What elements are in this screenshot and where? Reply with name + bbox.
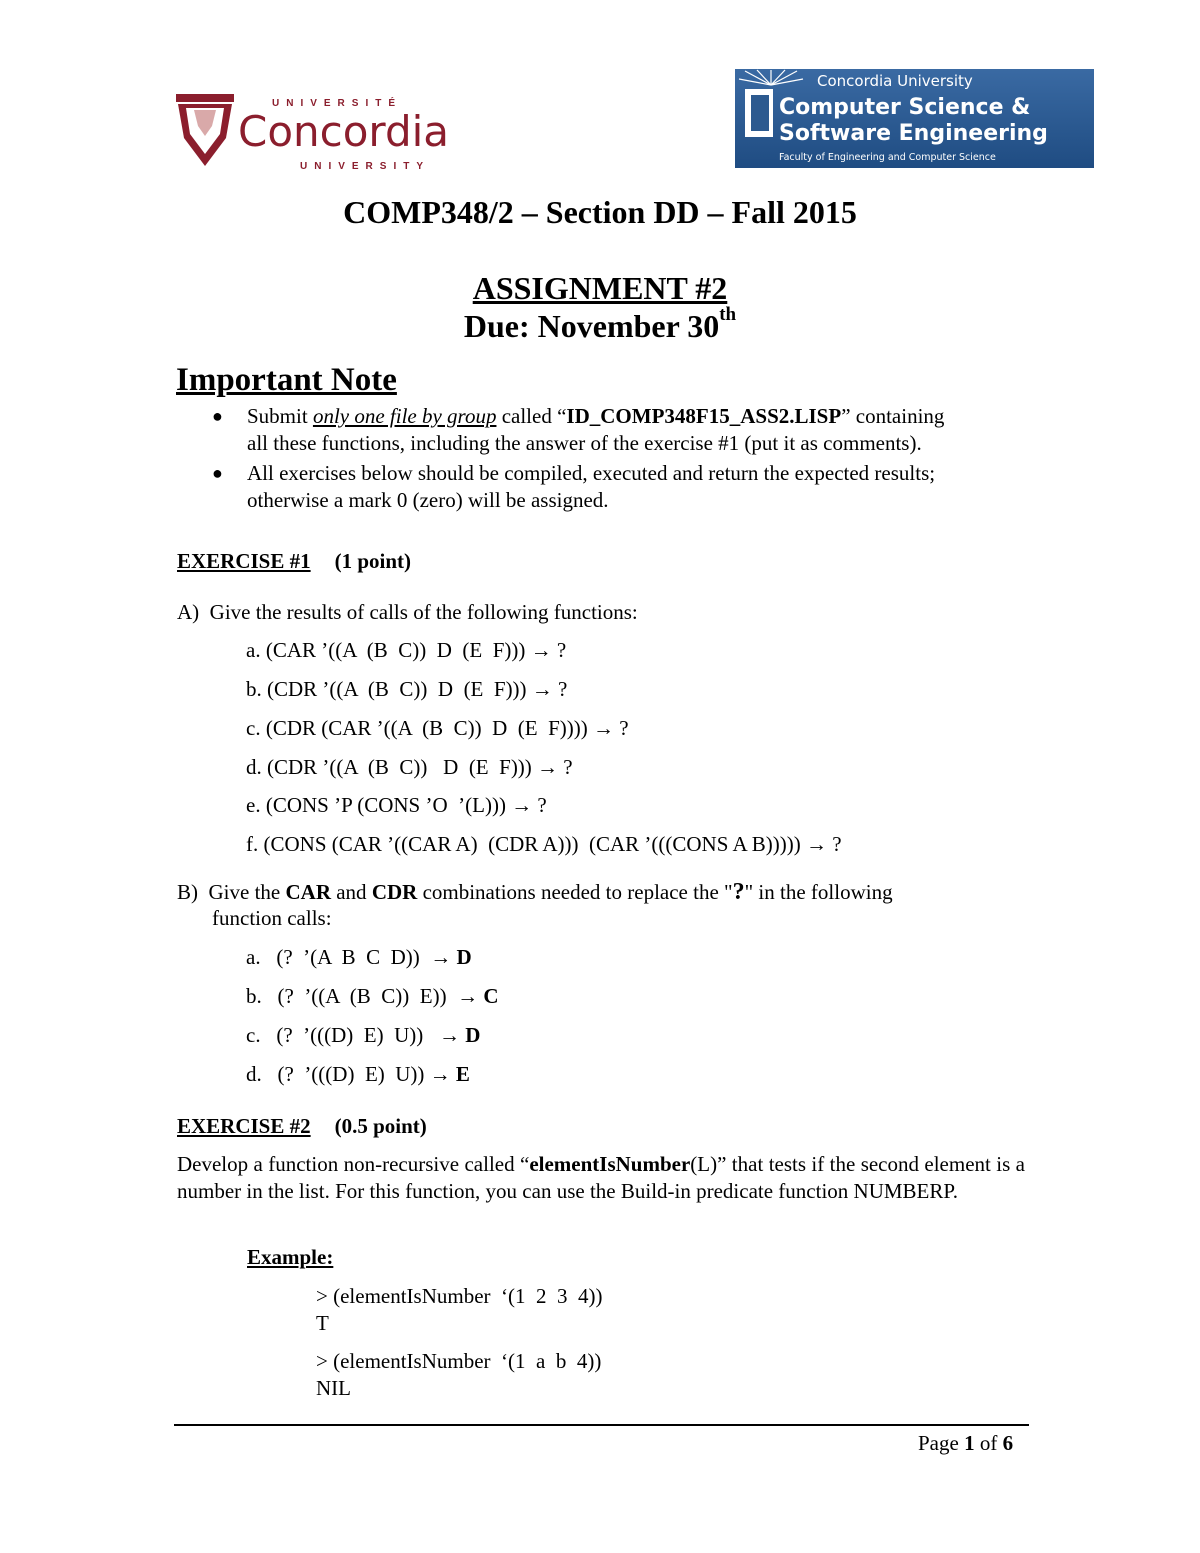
part-b-question: ?: [732, 879, 745, 905]
example-call: > (elementIsNumber ‘(1 a b 4)): [316, 1349, 602, 1373]
part-a-item: b. (CDR ’((A (B C)) D (E F))) → ?: [246, 677, 568, 701]
page-footer: [918, 1431, 1013, 1456]
example-call: > (elementIsNumber ‘(1 2 3 4)): [316, 1284, 603, 1308]
part-b-and: and: [330, 880, 372, 904]
part-b-item: [246, 945, 472, 970]
part-a-item: d. (CDR ’((A (B C)) D (E F))) → ?: [246, 755, 573, 779]
desc-pre: Develop a function non-recursive called “: [177, 1152, 530, 1176]
exercise1-points: (1 point): [334, 549, 412, 573]
part-b-expr: d. (? ’(((D) E) U)) →: [246, 1062, 456, 1086]
exercise1-part-a: A) Give the results of calls of the following functions:: [177, 600, 638, 624]
note-bullet-2: [247, 460, 1047, 514]
exercise1-heading: [177, 549, 411, 574]
page-label: Page: [918, 1431, 965, 1455]
example-result: T: [316, 1311, 329, 1335]
svg-text:Computer Science &: Computer Science &: [779, 95, 1031, 120]
part-a-item: a. (CAR ’((A (B C)) D (E F))) → ?: [246, 638, 567, 662]
svg-text:Concordia: Concordia: [238, 107, 450, 156]
bullet2-line2: otherwise a mark 0 (zero) will be assigned.: [247, 488, 609, 512]
exercise2-title: EXERCISE #2: [177, 1114, 311, 1138]
part-b-item: [246, 1023, 480, 1048]
svg-text:UNIVERSITY: UNIVERSITY: [300, 161, 431, 172]
part-b-expr: b. (? ’((A (B C)) E)) →: [246, 984, 484, 1008]
desc-post: (L)” that tests if the second element is a number in the list. For this function, you can use the Build-in predicate function NUMBERP.: [177, 1152, 1025, 1203]
part-b-line2: function calls:: [212, 906, 332, 930]
bullet1-emph: only one file by group: [312, 404, 497, 428]
part-b-car: CAR: [285, 880, 331, 904]
concordia-logo: [172, 88, 492, 178]
page-number: 1: [964, 1431, 975, 1455]
example-label: Example:: [247, 1245, 334, 1269]
svg-text:Software Engineering: Software Engineering: [779, 121, 1048, 146]
footer-rule: [174, 1424, 1029, 1426]
part-b-answer: E: [455, 1062, 470, 1086]
exercise1-title: EXERCISE #1: [177, 549, 311, 573]
due-date: [0, 304, 1200, 345]
part-a-item: c. (CDR (CAR ’((A (B C)) D (E F)))) → ?: [246, 716, 629, 740]
desc-function: elementIsNumber: [529, 1152, 691, 1176]
svg-text:UNIVERSITÉ: UNIVERSITÉ: [272, 98, 403, 109]
important-note-heading: Important Note: [176, 362, 397, 398]
part-b-mid: combinations needed to replace the ": [417, 880, 733, 904]
part-b-prefix: B) Give the: [177, 880, 286, 904]
exercise2-description: [177, 1151, 1025, 1205]
exercise2-heading: [177, 1114, 427, 1139]
note-bullet-1: [247, 403, 1047, 457]
part-b-answer: C: [483, 984, 499, 1008]
bullet1-line2: all these functions, including the answer of the exercise #1 (put it as comments).: [247, 431, 922, 455]
page-total: 6: [1002, 1431, 1014, 1455]
example-result: NIL: [316, 1376, 351, 1400]
part-b-post: " in the following: [744, 880, 893, 904]
due-sup: th: [719, 304, 737, 325]
part-a-item: e. (CONS ’P (CONS ’O ’(L))) → ?: [246, 793, 547, 817]
svg-text:Faculty of Engineering and Com: Faculty of Engineering and Computer Science: [779, 152, 996, 163]
bullet-icon: ●: [212, 406, 223, 426]
part-a-item: f. (CONS (CAR ’((CAR A) (CDR A))) (CAR ’(((CONS A B))))) → ?: [246, 832, 842, 856]
assignment-title: ASSIGNMENT #2: [472, 270, 728, 306]
bullet1-file: ID_COMP348F15_ASS2.LISP: [566, 404, 842, 428]
bullet2-line1: All exercises below should be compiled, executed and return the expected results;: [247, 461, 936, 485]
svg-text:Concordia University: Concordia University: [817, 72, 973, 90]
part-b-answer: D: [456, 945, 472, 969]
exercise2-points: (0.5 point): [334, 1114, 427, 1138]
cse-banner-logo: [735, 69, 1094, 168]
bullet1-mid: called “: [496, 404, 567, 428]
part-b-expr: a. (? ’(A B C D)) →: [246, 945, 457, 969]
bullet1-post: ” containing: [841, 404, 945, 428]
bullet-icon: ●: [212, 463, 223, 483]
bullet1-pre: Submit: [247, 404, 313, 428]
concordia-shield-icon: [176, 94, 234, 166]
course-title: COMP348/2 – Section DD – Fall 2015: [343, 194, 857, 230]
part-b-item: [246, 1062, 470, 1087]
part-b-cdr: CDR: [371, 880, 418, 904]
part-b-expr: c. (? ’(((D) E) U)) →: [246, 1023, 466, 1047]
part-b-answer: D: [465, 1023, 481, 1047]
exercise1-part-b: [177, 879, 893, 906]
part-b-item: [246, 984, 499, 1009]
due-text: Due: November 30: [463, 308, 720, 344]
page-of: of: [974, 1431, 1003, 1455]
